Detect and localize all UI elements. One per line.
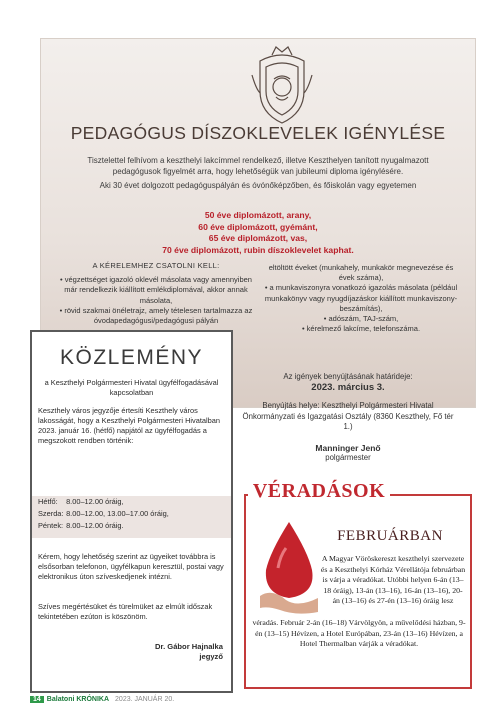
notice-signer: Manninger Jenő [315,442,381,453]
blood-donation-title: VÉRADÁSOK [252,480,386,502]
notice-title: PEDAGÓGUS DÍSZOKLEVELEK IGÉNYLÉSE [70,123,446,143]
award-diamond: 60 éve diplomázott, gyémánt, [198,221,318,232]
attach-left-text: • végzettséget igazoló oklevél másolata vagy amennyiben már rendelkezik kiállított emlékdiplomával, akkor annak másolata, • rövid szakmai önéletrajz, amely tételesen tartalmazza az óvodapedagógusi/pedagógusi pályán [59,275,253,326]
brand-name: Balatoni KRÓNIKA [46,696,110,703]
attach-right-text: eltöltött éveket (munkahely, munkakör megnevezése és évek száma), • a munkaviszonyra vonatkozó igazolás másolata (például munkakönyv vagy nyugdíjazáskor kiállított munkaviszony-beszámítás), • adószám, TAJ-szám, • kérelmező lakcíme, telefonszáma. [264,263,458,334]
notice-intro-2: Aki 30 évet dolgozott pedagóguspályán és óvónőképzőben, és főiskolán vagy egyetemen [99,181,417,190]
announcement-para-3: Szíves megértésüket és türelmüket az elmúlt időszak tekintetében ezúton is köszönöm. [38,602,213,621]
blood-donation-subtitle: FEBRUÁRBAN [337,528,443,544]
issue-date: 2023. JANUÁR 20. [115,696,175,703]
attach-left-column [53,261,259,326]
attach-heading: A KÉRELEMHEZ CSATOLNI KELL: [92,261,220,270]
blood-drop-icon [258,518,320,616]
blood-donation-text-2: véradás. Február 2-án (16–18) Várvölgyön, a művelődési házban, 9-én (13–15) Hévízen, a Hotel Európában, 23-án (13–16) Hévízen, a Hotel Thermalban várják a véradókat. [252,618,466,649]
hours-row: Péntek: 8.00–12.00 óráig. [38,521,124,530]
announcement-title: KÖZLEMÉNY [59,346,204,369]
hours-row: Hétfő: 8.00–12.00 óráig, [38,497,124,506]
page-number: 14 [30,696,44,703]
announcement-signer: Dr. Gábor Hajnalka [155,642,223,651]
deadline-date: 2023. március 3. [311,381,385,393]
award-iron: 65 éve diplomázott, vas, [208,233,308,243]
hours-row: Szerda: 8.00–12.00, 13.00–17.00 óráig, [38,509,169,518]
announcement-signature [38,642,223,662]
deadline-label: Az igények benyújtásának határideje: [283,372,413,381]
announcement-signer-role: jegyző [199,652,223,661]
award-ruby: 70 éve diplomázott, rubin díszoklevelet kaphat. [162,244,354,255]
award-gold: 50 éve diplomázott, arany, [204,210,312,220]
submit-place: Benyújtás helye: Keszthelyi Polgármesteri Hivatal Önkormányzati és Igazgatási Osztály (8360 Keszthely, Fő tér 1.) [242,401,454,431]
deadline-block [238,372,458,464]
notice-intro-1: Tisztelettel felhívom a keszthelyi lakcímmel rendelkező, illetve Keszthelyen tanított nyugalmazott pedagógusok figyelmét arra, hogy lehetőségük van jubileumi diploma igénylésére. [87,156,429,176]
office-hours [32,496,231,538]
notice-intro [81,155,435,194]
announcement-box [30,330,233,693]
city-crest-logo [246,45,318,127]
announcement-subtitle: a Keszthelyi Polgármesteri Hivatal ügyfélfogadásával kapcsolatban [44,378,219,397]
announcement-para-1: Keszthely város jegyzője értesíti Keszthely város lakosságát, hogy a Keszthelyi Polgármesteri Hivatalban 2023. január 16. (hétfő) napjától az ügyfélfogadás a megszokott rendben történik: [38,406,220,445]
announcement-para-2: Kérem, hogy lehetőség szerint az ügyeiket továbbra is elsősorban telefonon, ügyfélkapun keresztül, postai vagy elektronikus úton szíveskedjenek intézni. [38,552,224,581]
blood-donation-text-1: A Magyar Vöröskereszt keszthelyi szervezete és a Keszthelyi Kórház Vérellátója februárban is várja a véradókat. Utóbbi helyen 6-án (13–18 óráig), 13-án (13–16), 16-án (13–16), 20-án (13–16) és 27-én (13–16) óráig lesz [320,554,466,606]
page-footer [30,696,174,703]
notice-signer-role: polgármester [325,453,371,462]
awards-list [81,210,435,256]
